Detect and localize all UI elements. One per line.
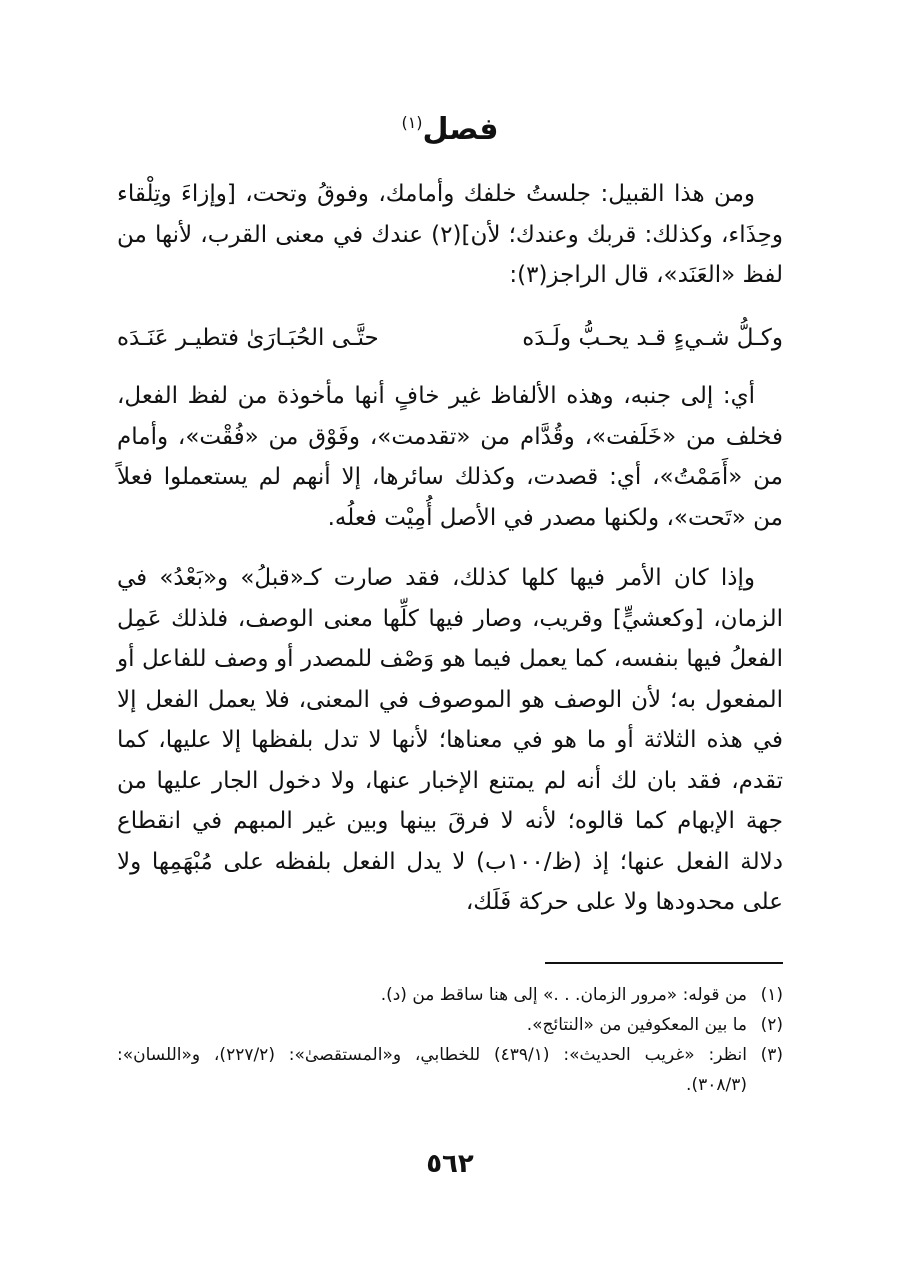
footnote: [117, 1010, 783, 1040]
footnote-text: انظر: «غريب الحديث»: (٤٣٩/١) للخطابي، و«المستقصىٰ»: (٢٢٧/٢)، و«اللسان»: (٣٠٨/٣).: [117, 1045, 747, 1095]
footnote-text: ما بين المعكوفين من «النتائج».: [526, 1015, 747, 1035]
footnote-number: (٣): [760, 1045, 783, 1065]
footnote-number: (٢): [760, 1015, 783, 1035]
paragraph-text: أي: إلى جنبه، وهذه الألفاظ غير خافٍ أنها مأخوذة من لفظ الفعل، فخلف من «خَلَفت»، وقُدَّام من «تقدمت»، وفَوْق من «فُقْت»، وأمام من «أَمَمْتُ»، أي: قصدت، وكذلك سائرها، إلا أنهم لم يستعملوا فعلاً من «تَحت»، ولكنها مصدر في الأصل أُمِيْت فعلُه.: [117, 383, 783, 531]
paragraph-text: ومن هذا القبيل: جلستُ خلفك وأمامك، وفوقُ وتحت، [وإزاءَ وتِلْقاء وحِذَاء، وكذلك: قربك وعندك؛ لأن](٢) عندك في معنى القرب، لأنها من لفظ «العَنَد»، قال الراجز(٣):: [117, 181, 784, 288]
footnotes: [117, 980, 783, 1100]
paragraph-3: [117, 558, 783, 923]
section-title: فصل: [422, 112, 499, 147]
page-number: ٥٦٢: [426, 1149, 474, 1179]
poem-verse: [117, 318, 783, 358]
footnote-separator: [545, 962, 783, 964]
footnote-text: من قوله: «مرور الزمان. . .» إلى هنا ساقط من (د).: [380, 985, 747, 1005]
verse-second-hemistich: حتَّـى الحُبَـارَىٰ فتطيـر عَنَـدَه: [117, 325, 379, 351]
footnote: [117, 1040, 783, 1100]
footnote-number: (١): [760, 985, 783, 1005]
footnote: [117, 980, 783, 1010]
section-heading: [0, 108, 900, 152]
paragraph-2: [117, 376, 783, 538]
heading-footnote-ref: (١): [401, 113, 423, 132]
paragraph-text: وإذا كان الأمر فيها كلها كذلك، فقد صارت كـ«قبلُ» و«بَعْدُ» في الزمان، [وكعشيٍّ] وقريب، وصار فيها كلِّها معنى الوصف، فلذلك عَمِل الفعلُ فيها بنفسه، كما يعمل فيما هو وَصْف للمصدر أو وصف للفاعل أو المفعول به؛ لأن الوصف هو الموصوف في المعنى، فلا يعمل الفعل إلا في هذه الثلاثة أو ما هو في معناها؛ لأنها لا تدل بلفظها إلا عليها، كما تقدم، فقد بان لك أنه لم يمتنع الإخبار عنها، ولا دخول الجار عليها من جهة الإبهام كما قالوه؛ لأنه لا فرقَ بينها وبين غير المبهم في انقطاع دلالة الفعل عنها؛ إذ (ظ/١٠٠ب) لا يدل الفعل بلفظه على مُبْهَمِها ولا على محدودها ولا على حركة فَلَك،: [117, 565, 783, 915]
paragraph-1: [117, 174, 783, 296]
verse-first-hemistich: وكـلُّ شـيءٍ قـد يحـبُّ ولَـدَه: [522, 325, 783, 351]
